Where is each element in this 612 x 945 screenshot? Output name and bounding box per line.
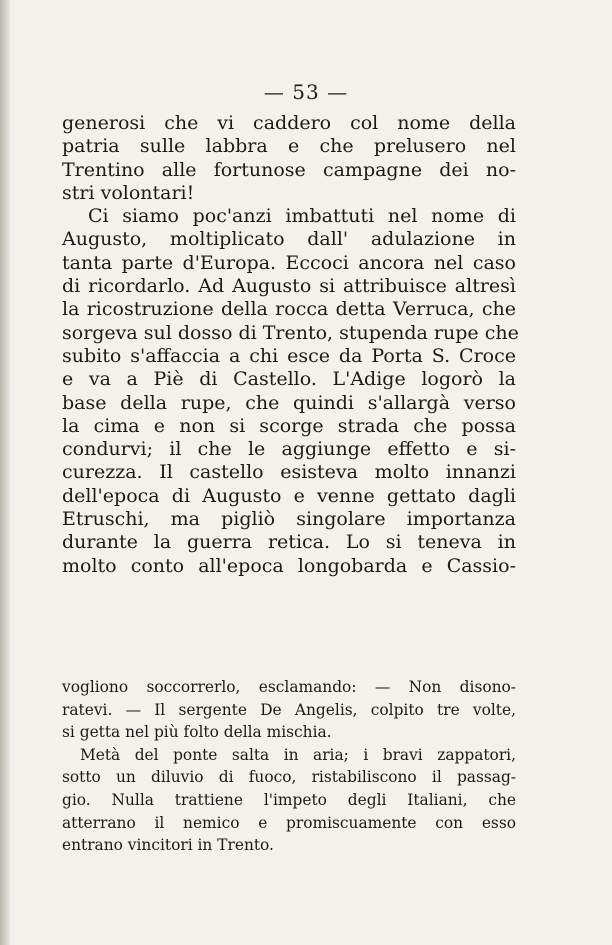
footnote-line: si getta nel più folto della mischia. (62, 723, 332, 742)
body-text (62, 112, 519, 578)
footnote-line: vogliono soccorrerlo, esclamando: — Non disono- (62, 678, 516, 696)
footnote-line: entrano vincitori in Trento. (62, 836, 274, 855)
body-line: molto conto all'epoca longobarda e Cassio- (62, 554, 516, 577)
footnote-line: ratevi. — Il sergente De Angelis, colpito tre volte, (62, 700, 516, 719)
body-line: sorgeva sul dosso di Trento, stupenda rupe che (62, 321, 519, 344)
body-line: Augusto, moltiplicato dall' adulazione in (62, 228, 516, 251)
body-line: subito s'affaccia a chi esce da Porta S. Croce (62, 344, 516, 367)
body-line: Trentino alle fortunose campagne dei no- (62, 158, 516, 181)
body-line: base della rupe, che quindi s'allargà verso (62, 391, 516, 414)
footnote-line: Metà del ponte salta in aria; i bravi zappatori, (80, 745, 516, 764)
body-line: Etruschi, ma pigliò singolare importanza (62, 508, 516, 531)
body-line: e va a Piè di Castello. L'Adige logorò la (62, 368, 516, 391)
body-line: la cima e non si scorge strada che possa (62, 414, 516, 437)
body-line: Ci siamo poc'anzi imbattuti nel nome di (88, 205, 516, 228)
body-line: durante la guerra retica. Lo si teneva in (62, 531, 516, 554)
body-line: dell'epoca di Augusto e venne gettato dagli (62, 484, 516, 507)
page-number: — 53 — (263, 80, 349, 104)
body-line: patria sulle labbra e che prelusero nel (62, 135, 516, 158)
page-binding-edge (0, 0, 10, 945)
footnote-line: gio. Nulla trattiene l'impeto degli Italiani, che (62, 790, 516, 809)
body-line: la ricostruzione della rocca detta Verruca, che (62, 298, 516, 321)
footnote-line: atterrano il nemico e promiscuamente con esso (62, 813, 516, 832)
body-line: di ricordarlo. Ad Augusto si attribuisce altresì (62, 275, 516, 298)
body-line: curezza. Il castello esisteva molto innanzi (62, 461, 516, 484)
body-line: condurvi; il che le aggiunge effetto e si- (62, 438, 516, 461)
footnote-line: sotto un diluvio di fuoco, ristabiliscono il passag- (62, 768, 516, 787)
footnote-text (62, 676, 516, 857)
body-line: generosi che vi caddero col nome della (62, 112, 516, 134)
body-line: tanta parte d'Europa. Eccoci ancora nel caso (62, 251, 516, 274)
body-line: stri volontari! (62, 181, 195, 204)
